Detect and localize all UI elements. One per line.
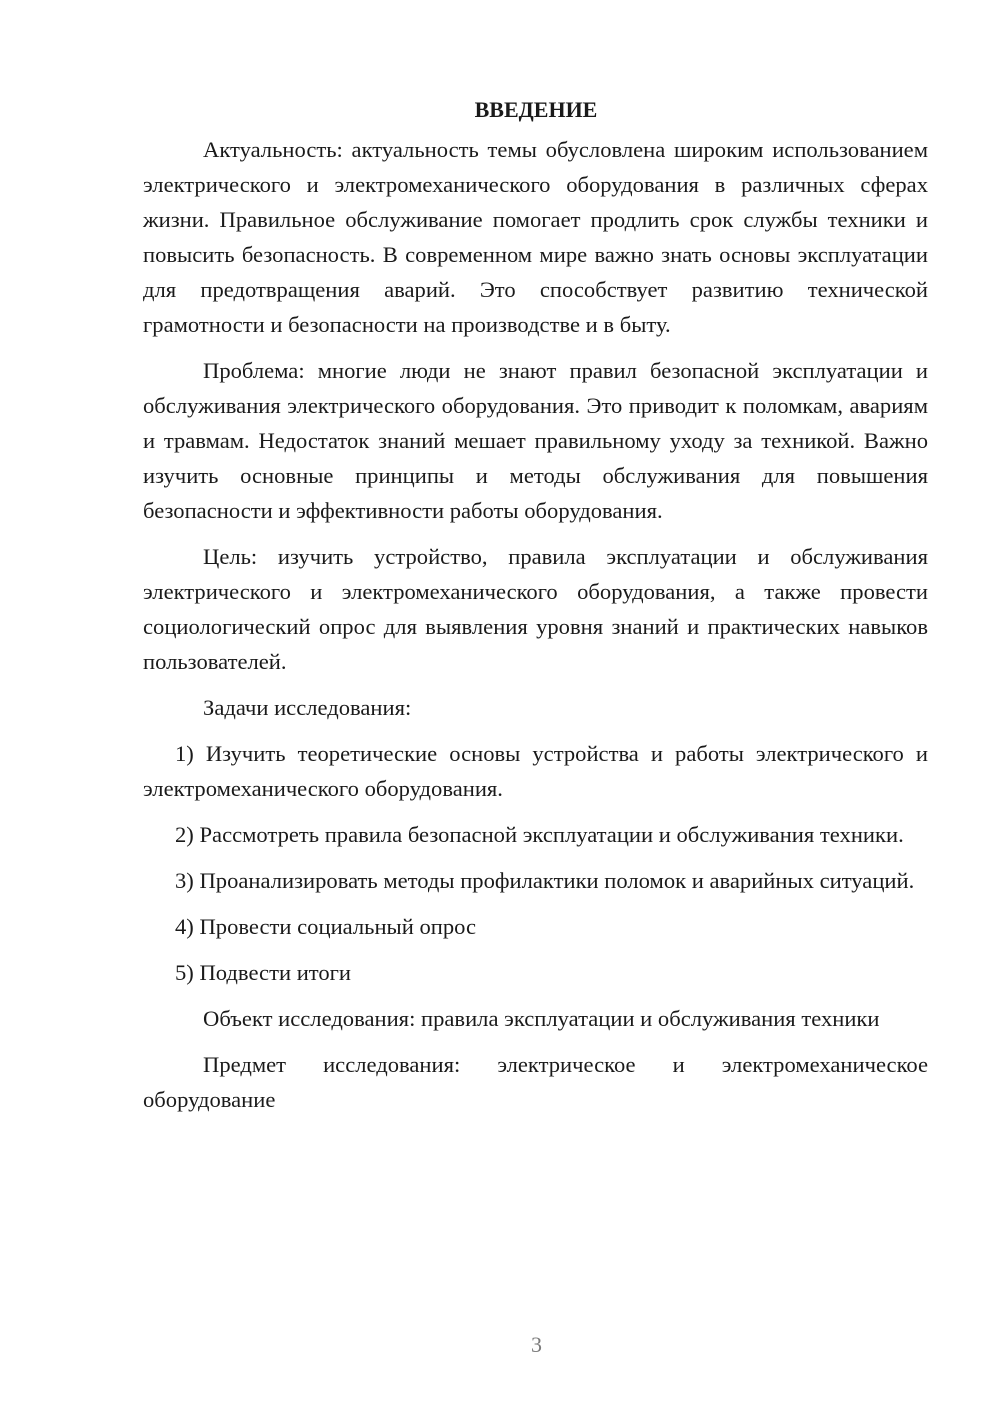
tasks-title: Задачи исследования: (203, 695, 412, 720)
section-heading: ВВЕДЕНИЕ (474, 97, 598, 122)
task-item-4: 4) Провести социальный опрос (175, 914, 477, 939)
problem-paragraph: Проблема: многие люди не знают правил безопасной эксплуатации и обслуживания электрического оборудования. Это приводит к поломкам, авариям и травмам. Недостаток знаний мешает правильному уходу за техникой. Важно изучить основные принципы и методы обслуживания для повышения безопасности и эффективности работы оборудования. (143, 358, 928, 523)
page-number: 3 (531, 1332, 542, 1357)
task-item-1: 1) Изучить теоретические основы устройства и работы электрического и электромеханического оборудования. (143, 741, 928, 801)
subject-paragraph: Предмет исследования: электрическое и электромеханическое оборудование (143, 1052, 928, 1112)
document-page (143, 92, 928, 1128)
relevance-paragraph: Актуальность: актуальность темы обусловлена широким использованием электрического и электромеханического оборудования в различных сферах жизни. Правильное обслуживание помогает продлить срок службы техники и повысить безопасность. В современном мире важно знать основы эксплуатации для предотвращения аварий. Это способствует развитию технической грамотности и безопасности на производстве и в быту. (143, 137, 928, 337)
goal-paragraph: Цель: изучить устройство, правила эксплуатации и обслуживания электрического и электромеханического оборудования, а также провести социологический опрос для выявления уровня знаний и практических навыков пользователей. (143, 544, 928, 674)
task-item-5: 5) Подвести итоги (175, 960, 352, 985)
task-item-2: 2) Рассмотреть правила безопасной эксплуатации и обслуживания техники. (175, 822, 904, 847)
task-item-3: 3) Проанализировать методы профилактики поломок и аварийных ситуаций. (175, 868, 915, 893)
object-paragraph: Объект исследования: правила эксплуатации и обслуживания техники (203, 1006, 880, 1031)
